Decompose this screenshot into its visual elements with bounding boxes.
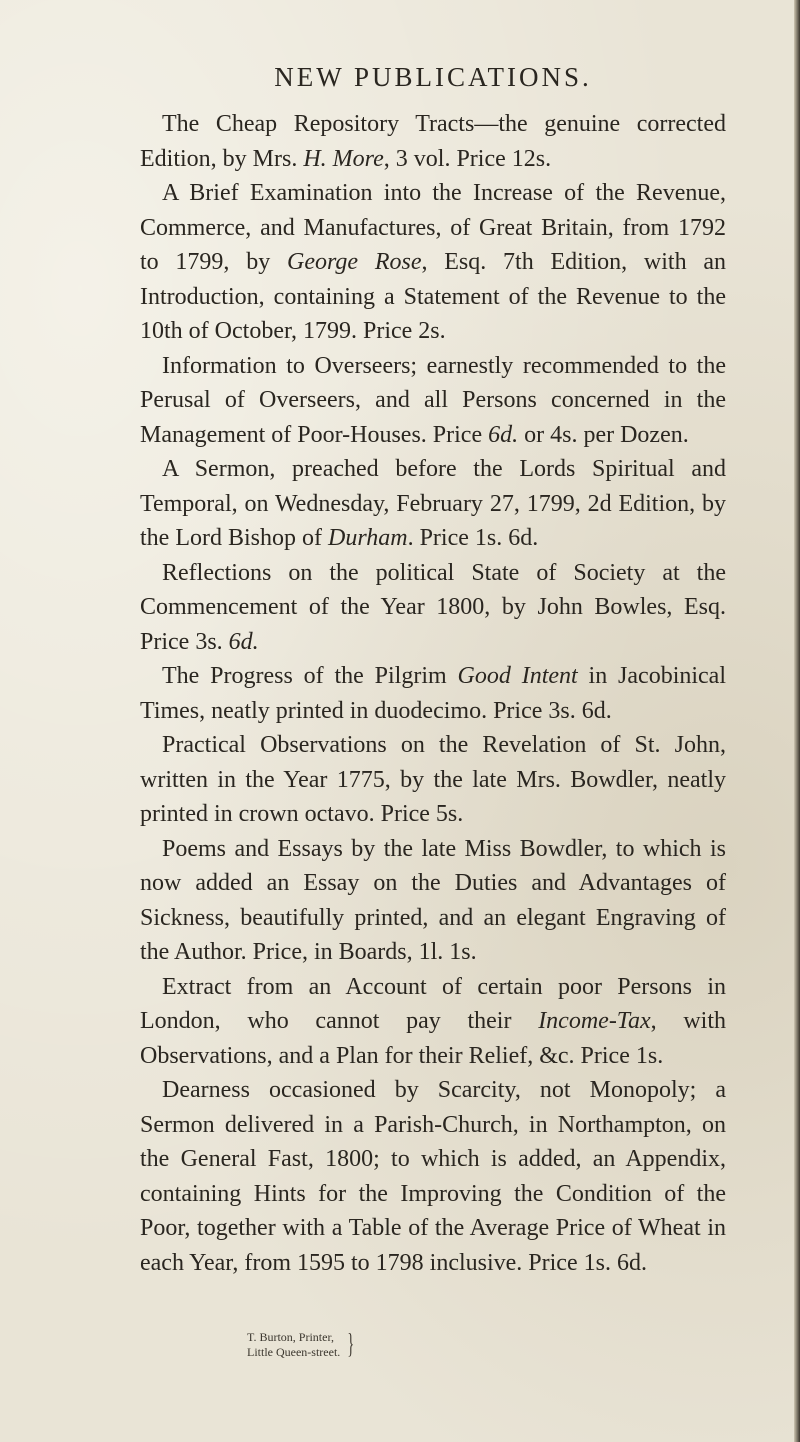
entry-text: , Esq. 7th Edition, with an Introduction, containing a Statement of the Revenue to the 10th of October, 1799. Price 2s. xyxy=(140,249,726,344)
entry-text: A Brief Examination into the Increase of the Revenue, Commerce, and Manufactures, of Great Britain, from 1792 to 1799, by xyxy=(140,180,726,275)
entry-sermon-lords xyxy=(140,452,726,556)
brace-glyph: } xyxy=(347,1329,355,1360)
entry-text: in Jacobinical Times, neatly printed in duodecimo. Price 3s. 6d. xyxy=(140,663,726,724)
entry-text: Reflections on the political State of Society at the Commencement of the Year 1800, by John Bowles, Esq. Price 3s. xyxy=(140,559,726,655)
entry-information-overseers xyxy=(140,349,726,453)
printer-line: T. Burton, Printer, xyxy=(247,1330,334,1344)
entry-italic: 6d. xyxy=(228,628,259,655)
entry-poems-essays xyxy=(140,832,726,970)
entry-text: The Progress of the Pilgrim xyxy=(162,663,458,689)
entry-italic: George Rose xyxy=(286,249,422,275)
entry-italic: H. More xyxy=(303,145,384,172)
entry-extract-account xyxy=(140,970,726,1074)
entry-italic: Good Intent xyxy=(457,663,578,689)
entry-text: . Price 1s. 6d. xyxy=(407,525,539,551)
printer-imprint xyxy=(247,1330,358,1360)
entry-practical-observations xyxy=(140,728,726,832)
entry-text: Dearness occasioned by Scarcity, not Monopoly; a Sermon delivered in a Parish-Church, in Northampton, on the General Fast, 1800; to which is added, an Appendix, containing Hints for the Improving the Condition of the Poor, together with a Table of the Average Price of Wheat in each Year, from 1595 to 1798 inclusive. Price 1s. 6d. xyxy=(140,1077,726,1276)
entry-reflections xyxy=(140,556,726,660)
entry-dearness-scarcity xyxy=(140,1073,726,1280)
entry-italic: Income-Tax xyxy=(538,1008,651,1034)
entry-italic: 6d. xyxy=(488,421,519,448)
entry-text: , 3 vol. Price 12s. xyxy=(383,145,552,172)
page-edge-shadow xyxy=(794,0,800,1442)
entry-text: The Cheap Repository Tracts—the genuine corrected Edition, by Mrs. xyxy=(140,111,726,172)
entry-text: A Sermon, preached before the Lords Spiritual and Temporal, on Wednesday, February 27, 1799, 2d Edition, by the Lord Bishop of xyxy=(140,456,726,551)
printer-line: Little Queen-street. xyxy=(247,1345,341,1359)
entry-brief-examination xyxy=(140,176,726,349)
entry-progress-pilgrim xyxy=(140,659,726,728)
entry-text: or 4s. per Dozen. xyxy=(518,421,689,448)
entry-text: Poems and Essays by the late Miss Bowdler, to which is now added an Essay on the Duties and Advantages of Sickness, beautifully printed, and an elegant Engraving of the Author. Price, in Boards, 1l. 1s. xyxy=(140,835,726,965)
entry-italic: Durham xyxy=(327,525,408,551)
entry-text: Extract from an Account of certain poor Persons in London, who cannot pay their xyxy=(140,973,726,1034)
page-title: NEW PUBLICATIONS. xyxy=(274,62,592,92)
entry-text: Information to Overseers; earnestly recommended to the Perusal of Overseers, and all Persons concerned in the Management of Poor-Houses. Price xyxy=(140,352,726,448)
entry-text: , with Observations, and a Plan for their Relief, &c. Price 1s. xyxy=(140,1008,726,1069)
entry-cheap-repository xyxy=(140,107,726,176)
entry-text: Practical Observations on the Revelation of St. John, written in the Year 1775, by the late Mrs. Bowdler, neatly printed in crown octavo. Price 5s. xyxy=(140,732,726,827)
